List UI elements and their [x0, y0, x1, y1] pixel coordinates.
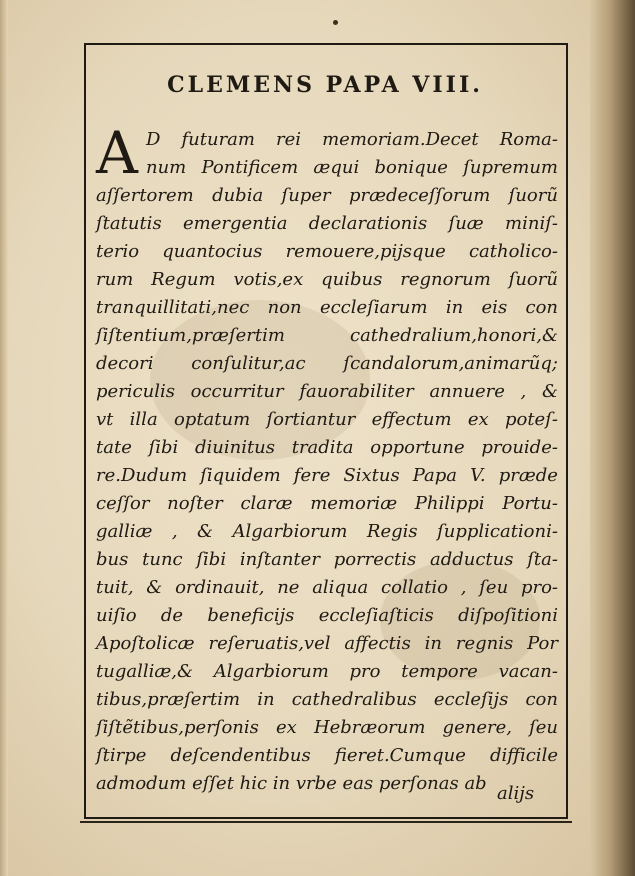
word: ,	[460, 577, 467, 598]
text-line	[96, 630, 558, 658]
word: ſiquidem	[200, 465, 281, 486]
word: ſupplicationi-	[437, 521, 558, 542]
word: diſpoſitioni	[458, 605, 558, 626]
body-text	[96, 119, 558, 798]
word: in	[257, 689, 275, 710]
text-line	[96, 742, 558, 770]
word: genere,	[442, 717, 512, 738]
word: ſuæ	[448, 213, 484, 234]
word: opportune	[370, 437, 465, 458]
word: porrectis	[333, 549, 417, 570]
word: Algarbiorum	[232, 521, 348, 542]
word: vacan-	[498, 661, 558, 682]
text-line	[96, 266, 558, 294]
word: eis	[481, 297, 508, 318]
text-line	[96, 658, 558, 686]
text-line	[96, 238, 558, 266]
word: claræ	[240, 493, 293, 514]
word: fere	[293, 465, 331, 486]
word: memoriam.Decet	[322, 129, 479, 150]
word: noſter	[167, 493, 223, 514]
text-line	[96, 686, 558, 714]
word: vt	[96, 409, 114, 430]
word: Hebræorum	[313, 717, 426, 738]
word: reſeruatis,vel	[208, 633, 331, 654]
word: ſortiantur	[266, 409, 356, 430]
book-spine-shadow	[590, 0, 635, 876]
word: tuit,	[96, 577, 134, 598]
word: Roma-	[499, 129, 558, 150]
word: ſeu	[529, 717, 558, 738]
word: inſtanter	[239, 549, 320, 570]
word: tranquillitati,nec	[96, 297, 250, 318]
word: con	[525, 297, 558, 318]
word: ſeu	[479, 577, 509, 598]
word: ſtatutis	[96, 213, 162, 234]
text-line	[96, 294, 558, 322]
text-line	[96, 714, 558, 742]
word: remouere,pijsque	[285, 241, 446, 262]
word: Algarbiorum	[213, 661, 329, 682]
word: ſiſtẽtibus,perſonis	[96, 717, 259, 738]
word: ex	[467, 409, 489, 430]
word: ſibi	[148, 437, 179, 458]
catchword: alijs	[497, 783, 535, 804]
word: adductus	[429, 549, 514, 570]
word: affectis	[344, 633, 411, 654]
text-line	[96, 126, 558, 154]
word: futuram	[181, 129, 255, 150]
word: uiſio	[96, 605, 137, 626]
running-head: CLEMENS PAPA VIII.	[167, 72, 483, 98]
word: tunc	[142, 549, 183, 570]
word: aſſertorem	[96, 185, 194, 206]
word: tugalliæ,&	[96, 661, 194, 682]
word: tate	[96, 437, 132, 458]
word: periculis	[96, 381, 175, 402]
word: ſuorũ	[508, 269, 558, 290]
word: re.Dudum	[96, 465, 188, 486]
word: collatio	[381, 577, 449, 598]
word: Portu-	[502, 493, 558, 514]
word: Papa	[412, 465, 458, 486]
word: bonique	[374, 157, 448, 178]
word: &	[541, 381, 558, 402]
word: ceſſor	[96, 493, 150, 514]
word: fauorabiliter	[299, 381, 414, 402]
word: memoriæ	[310, 493, 398, 514]
word: non	[267, 297, 302, 318]
word: ſuper	[281, 185, 331, 206]
word: eccleſijs	[433, 689, 509, 710]
word: rei	[276, 129, 302, 150]
word: quantocius	[162, 241, 263, 262]
word: pro-	[520, 577, 558, 598]
word: prædeceſſorum	[348, 185, 491, 206]
word: &	[197, 521, 214, 542]
word: deſcendentibus	[170, 745, 311, 766]
drop-cap: A	[96, 119, 138, 187]
word: ſupremum	[463, 157, 558, 178]
text-line	[96, 182, 558, 210]
word: occurritur	[190, 381, 284, 402]
text-line	[96, 210, 558, 238]
text-line	[96, 574, 558, 602]
word: beneficijs	[207, 605, 295, 626]
text-line	[96, 322, 558, 350]
word: rum	[96, 269, 134, 290]
word: tempore	[401, 661, 478, 682]
word: ſta-	[527, 549, 558, 570]
word: conſulitur,ac	[191, 353, 306, 374]
word: ſcandalorum,animarũq;	[343, 353, 558, 374]
word: eccleſiarum	[319, 297, 428, 318]
word: V.	[470, 465, 486, 486]
word: miniſ-	[505, 213, 558, 234]
word: votis,ex	[233, 269, 304, 290]
text-line	[96, 154, 558, 182]
word: cathedralium,honori,&	[349, 325, 558, 346]
word: ſibi	[196, 549, 227, 570]
word: tradita	[291, 437, 354, 458]
word: &	[146, 577, 163, 598]
word: ,	[171, 521, 178, 542]
text-line	[96, 546, 558, 574]
word: fieret.Cumque	[334, 745, 466, 766]
word: Philippi	[414, 493, 485, 514]
word: decori	[96, 353, 154, 374]
word: Apoſtolicæ	[96, 633, 195, 654]
word: cathedralibus	[291, 689, 417, 710]
word: tibus,præſertim	[96, 689, 241, 710]
word: ſtirpe	[96, 745, 147, 766]
word: con	[525, 689, 558, 710]
word: in	[445, 297, 464, 318]
word: bus	[96, 549, 129, 570]
word: dubia	[212, 185, 264, 206]
word: Por	[527, 633, 558, 654]
word: ne	[277, 577, 300, 598]
text-line	[96, 350, 558, 378]
word: æqui	[313, 157, 360, 178]
word: præde	[498, 465, 558, 486]
word: ſuorũ	[508, 185, 558, 206]
word: aliqua	[312, 577, 369, 598]
word: emergentia	[182, 213, 288, 234]
text-line	[96, 462, 558, 490]
word: Regis	[366, 521, 418, 542]
word: diuinitus	[194, 437, 276, 458]
word: ex	[276, 717, 297, 738]
text-line	[96, 518, 558, 546]
word: Pontificem	[201, 157, 299, 178]
word: prouide-	[481, 437, 558, 458]
word: num	[146, 157, 187, 178]
word: illa	[129, 409, 158, 430]
word: regnorum	[400, 269, 491, 290]
word: D	[146, 129, 161, 150]
word: de	[160, 605, 184, 626]
word: quibus	[321, 269, 383, 290]
word: optatum	[173, 409, 251, 430]
printer-mark	[333, 20, 338, 25]
word: ſiſtentium,præſertim	[96, 325, 285, 346]
word: regnis	[455, 633, 514, 654]
word: catholico-	[468, 241, 558, 262]
word: declarationis	[308, 213, 428, 234]
text-line: admodum eſſet hic in vrbe eas perſonas ab	[96, 773, 487, 794]
word: annuere	[429, 381, 505, 402]
word: Sixtus	[343, 465, 400, 486]
word: ordinauit,	[175, 577, 265, 598]
word: Regum	[151, 269, 216, 290]
word: pro	[349, 661, 381, 682]
word: ,	[520, 381, 527, 402]
word: galliæ	[96, 521, 153, 542]
word: effectum	[371, 409, 452, 430]
word: poteſ-	[504, 409, 558, 430]
text-line	[96, 378, 558, 406]
text-line	[96, 602, 558, 630]
text-line	[96, 490, 558, 518]
frame-bottom-rule	[80, 821, 572, 823]
text-line	[96, 406, 558, 434]
word: eccleſiaſticis	[318, 605, 434, 626]
word: in	[424, 633, 443, 654]
word: difficile	[489, 745, 558, 766]
text-line	[96, 434, 558, 462]
word: terio	[96, 241, 140, 262]
page-edge	[0, 0, 8, 876]
